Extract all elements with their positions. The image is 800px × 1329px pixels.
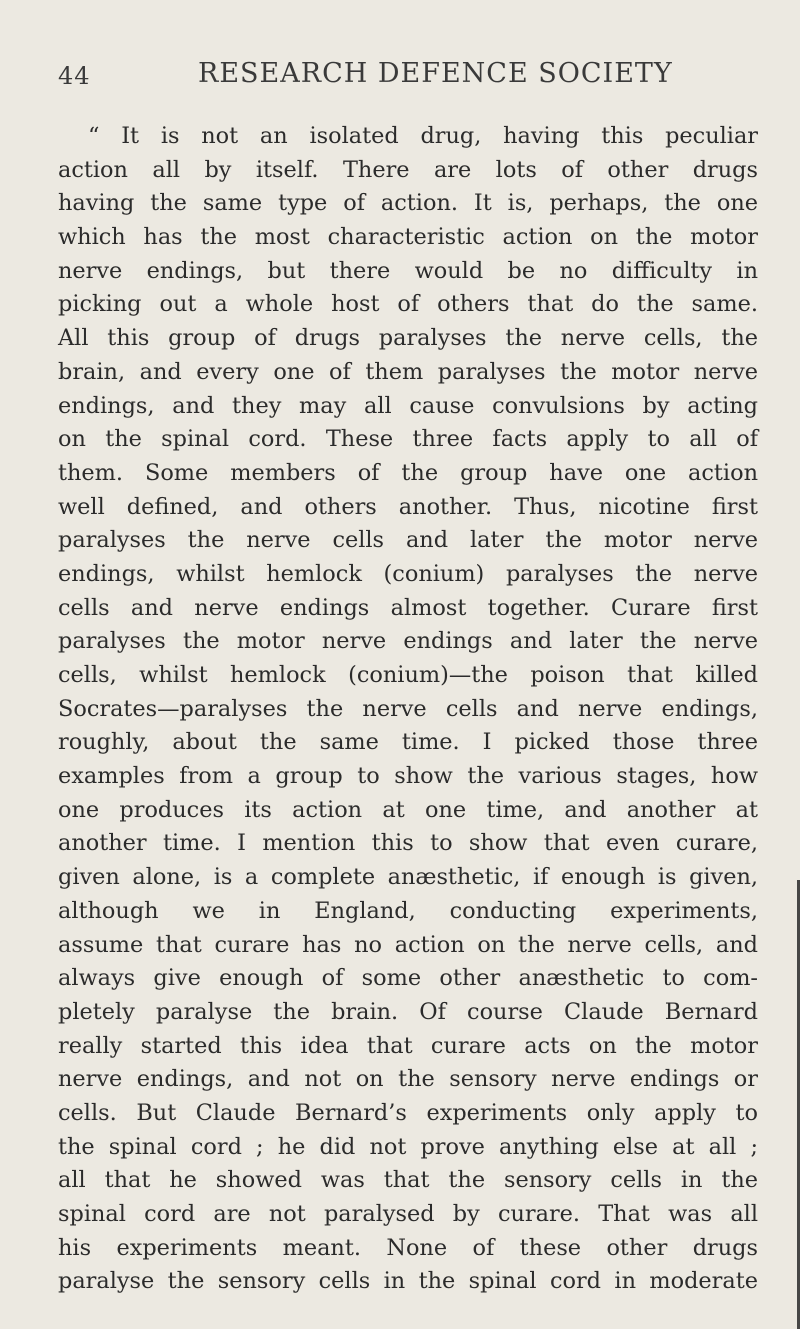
text-line: Socrates—paralyses the nerve cells and nerve endings, — [58, 695, 758, 722]
text-line: endings, and they may all cause convulsions by acting — [58, 392, 758, 419]
text-line: paralyses the nerve cells and later the motor nerve — [58, 527, 758, 554]
text-line: cells. But Claude Bernard’s experiments only apply to — [58, 1099, 758, 1126]
text-line: one produces its action at one time, and another at — [58, 796, 758, 823]
text-line: All this group of drugs paralyses the nerve cells, the — [58, 325, 758, 352]
text-line: assume that curare has no action on the nerve cells, and — [58, 931, 758, 958]
text-line: given alone, is a complete anæsthetic, if enough is given, — [58, 864, 758, 891]
text-line: nerve endings, and not on the sensory nerve endings or — [58, 1066, 758, 1093]
text-line: action all by itself. There are lots of other drugs — [58, 156, 758, 183]
text-line: nerve endings, but there would be no difficulty in — [58, 257, 758, 284]
text-line: well defined, and others another. Thus, nicotine first — [58, 493, 758, 520]
text-line: really started this idea that curare acts on the motor — [58, 1032, 758, 1059]
text-line: “ It is not an isolated drug, having this peculiar — [88, 123, 758, 149]
text-line: always give enough of some other anæsthetic to com- — [58, 965, 758, 992]
text-line: his experiments meant. None of these other drugs — [58, 1234, 758, 1261]
text-line: roughly, about the same time. I picked those three — [58, 729, 758, 756]
text-line: them. Some members of the group have one action — [58, 459, 758, 486]
text-line: the spinal cord ; he did not prove anything else at all ; — [58, 1133, 758, 1160]
text-line: cells, whilst hemlock (conium)—the poison that killed — [58, 662, 758, 688]
text-line: brain, and every one of them paralyses the motor nerve — [58, 358, 758, 385]
text-line: all that he showed was that the sensory cells in the — [58, 1167, 758, 1194]
page-number: 44 — [58, 62, 91, 90]
text-line: although we in England, conducting experiments, — [58, 897, 758, 924]
text-line: endings, whilst hemlock (conium) paralyses the nerve — [58, 560, 758, 587]
running-title: RESEARCH DEFENCE SOCIETY — [198, 58, 673, 89]
text-line: paralyses the motor nerve endings and later the nerve — [58, 628, 758, 655]
text-line: spinal cord are not paralysed by curare. That was all — [58, 1201, 758, 1227]
text-line: pletely paralyse the brain. Of course Claude Bernard — [58, 998, 758, 1025]
text-line: on the spinal cord. These three facts apply to all of — [58, 426, 758, 453]
page-header — [58, 58, 758, 98]
text-line: which has the most characteristic action on the motor — [58, 224, 758, 251]
text-line: examples from a group to show the various stages, how — [58, 763, 758, 790]
text-line: picking out a whole host of others that do the same. — [58, 291, 758, 318]
text-line: paralyse the sensory cells in the spinal cord in moderate — [58, 1268, 758, 1295]
text-line: another time. I mention this to show that even curare, — [58, 830, 758, 857]
text-line: cells and nerve endings almost together. Curare first — [58, 594, 758, 621]
text-line: having the same type of action. It is, perhaps, the one — [58, 190, 758, 217]
body-paragraph — [58, 120, 758, 1299]
